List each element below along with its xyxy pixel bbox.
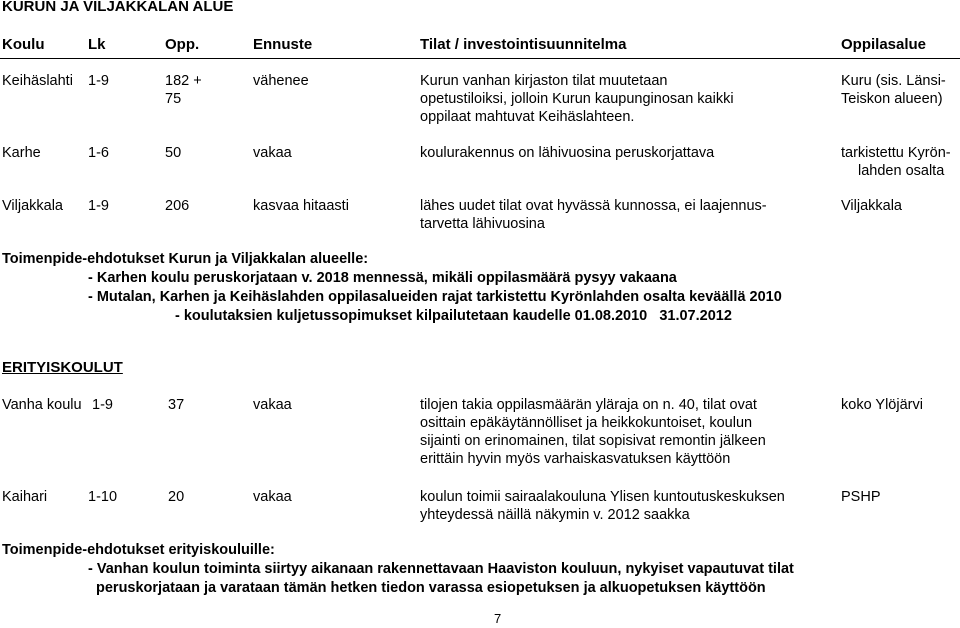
table-row-koulu: Vanha koulu bbox=[2, 397, 82, 413]
table-row-ennuste: vakaa bbox=[253, 145, 292, 161]
table-row-oppilasalue: PSHP bbox=[841, 489, 881, 505]
section-title-erityiskoulut: ERITYISKOULUT bbox=[2, 359, 123, 376]
column-header-opp: Opp. bbox=[165, 36, 200, 53]
table-row-oppilasalue: Kuru (sis. Länsi- Teiskon alueen) bbox=[841, 73, 946, 107]
table-row-opp: 37 bbox=[168, 397, 185, 413]
table-row-oppilasalue: Viljakkala bbox=[841, 198, 902, 214]
page-title: KURUN JA VILJAKKALAN ALUE bbox=[2, 0, 234, 15]
header-divider bbox=[0, 58, 960, 59]
table-row-tilat: koulurakennus on lähivuosina peruskorjattava bbox=[420, 145, 715, 161]
list-item: - Vanhan koulun toiminta siirtyy aikanaan rakennettavaan Haaviston kouluun, nykyiset vapautuvat tilat bbox=[88, 561, 794, 577]
table-row-tilat: lähes uudet tilat ovat hyvässä kunnossa, ei laajennus- tarvetta lähivuosina bbox=[420, 198, 767, 232]
table-row-koulu: Keihäslahti bbox=[2, 73, 73, 89]
section-heading-toimenpiteet-alue: Toimenpide-ehdotukset Kurun ja Viljakkalan alueelle: bbox=[2, 251, 369, 267]
table-row-oppilasalue: koko Ylöjärvi bbox=[841, 397, 923, 413]
table-row-oppilasalue: tarkistettu Kyrön- lahden osalta bbox=[841, 145, 951, 179]
table-row-opp: 182 + 75 bbox=[165, 73, 202, 107]
table-row-tilat: Kurun vanhan kirjaston tilat muutetaan opetustiloiksi, jolloin Kurun kaupunginosan kaikki oppilaat mahtuvat Keihäslahteen. bbox=[420, 73, 734, 125]
column-header-ennuste: Ennuste bbox=[253, 36, 313, 53]
table-row-lk: 1-10 bbox=[88, 489, 118, 505]
table-row-ennuste: vähenee bbox=[253, 73, 309, 89]
table-row-ennuste: vakaa bbox=[253, 397, 292, 413]
table-row-lk: 1-9 bbox=[92, 397, 113, 413]
column-header-lk: Lk bbox=[88, 36, 106, 53]
column-header-oppilasalue: Oppilasalue bbox=[841, 36, 927, 53]
column-header-koulu: Koulu bbox=[2, 36, 45, 53]
list-item: - Karhen koulu peruskorjataan v. 2018 mennessä, mikäli oppilasmäärä pysyy vakaana bbox=[88, 270, 677, 286]
page-number: 7 bbox=[494, 611, 502, 626]
section-heading-toimenpiteet-erityis: Toimenpide-ehdotukset erityiskouluille: bbox=[2, 542, 275, 558]
table-row-koulu: Karhe bbox=[2, 145, 41, 161]
table-row-koulu: Kaihari bbox=[2, 489, 48, 505]
list-item: - koulutaksien kuljetussopimukset kilpailutetaan kaudelle 01.08.2010 31.07.2012 bbox=[175, 308, 732, 324]
table-row-tilat: tilojen takia oppilasmäärän yläraja on n. 40, tilat ovat osittain epäkäytännölliset ja heikkokuntoiset, koulun sijainti on erinomainen, tilat sopisivat remontin jälkeen erittäin hyvin myös varhaiskasvatuksen käyttöön bbox=[420, 397, 766, 467]
list-item: - Mutalan, Karhen ja Keihäslahden oppilasalueiden rajat tarkistettu Kyrönlahden osalta keväällä 2010 bbox=[88, 289, 782, 305]
table-row-opp: 50 bbox=[165, 145, 182, 161]
table-row-opp: 20 bbox=[168, 489, 185, 505]
table-row-ennuste: vakaa bbox=[253, 489, 292, 505]
column-header-tilat: Tilat / investointisuunnitelma bbox=[420, 36, 627, 53]
list-item: peruskorjataan ja varataan tämän hetken tiedon varassa esiopetuksen ja alkuopetuksen käyttöön bbox=[96, 580, 766, 596]
table-row-lk: 1-6 bbox=[88, 145, 109, 161]
table-row-lk: 1-9 bbox=[88, 198, 109, 214]
table-row-koulu: Viljakkala bbox=[2, 198, 63, 214]
table-row-tilat: koulun toimii sairaalakouluna Ylisen kuntoutuskeskuksen yhteydessä näillä näkymin v. 2012 saakka bbox=[420, 489, 785, 523]
table-row-ennuste: kasvaa hitaasti bbox=[253, 198, 349, 214]
table-row-opp: 206 bbox=[165, 198, 190, 214]
table-row-lk: 1-9 bbox=[88, 73, 109, 89]
